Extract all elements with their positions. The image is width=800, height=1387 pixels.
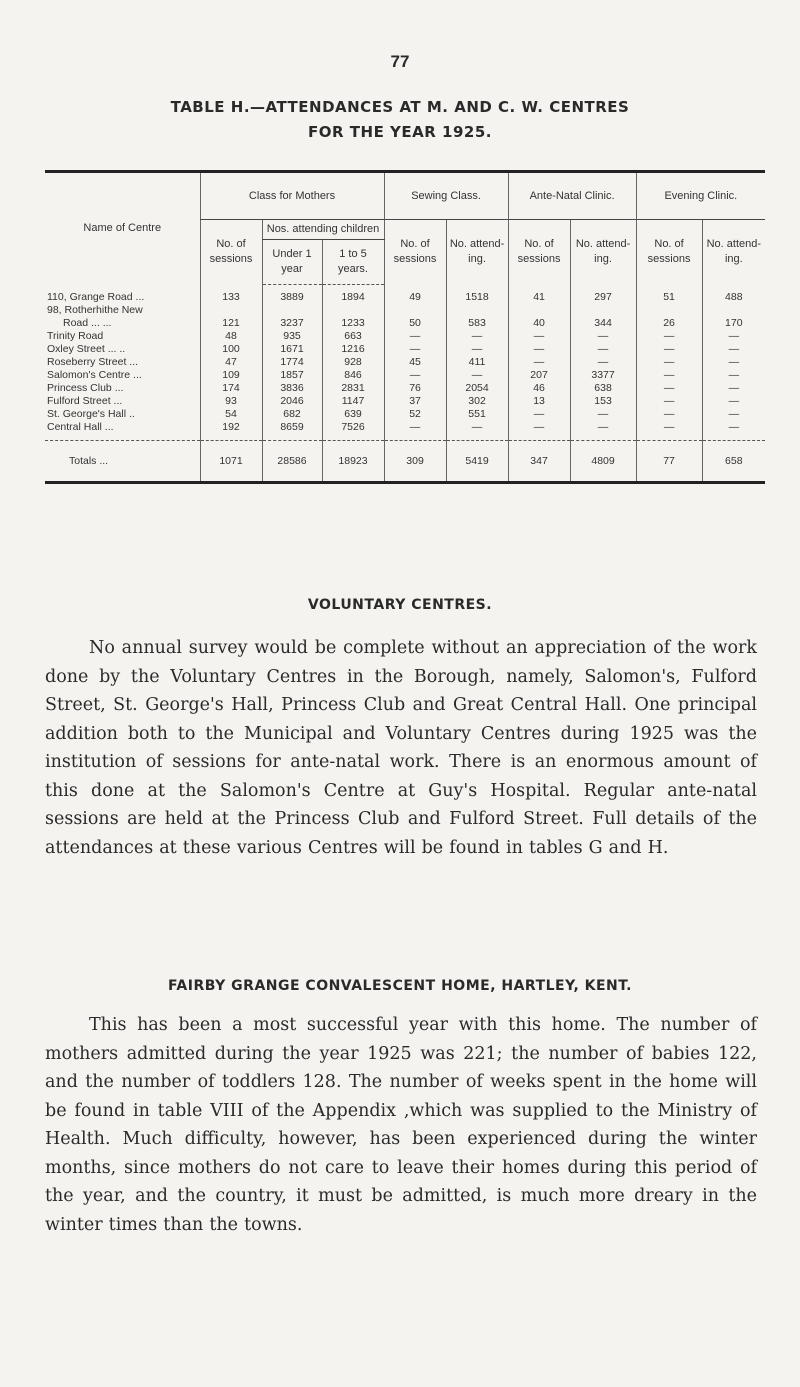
table-row [45,330,765,343]
cell-under1: 3836 [262,382,322,395]
table-row [45,382,765,395]
cell-one-to-5: 639 [322,408,384,421]
centre-name: Salomon's Centre ... [47,369,142,381]
table-title: TABLE H.—ATTENDANCES AT M. AND C. W. CENTRES [170,98,630,116]
cell-ev-attending: — [702,382,765,395]
cell-an-sessions: 40 [508,317,570,330]
cell-an-attending: 344 [570,317,636,330]
cell-ev-attending: — [702,330,765,343]
cell-ev-sessions [636,304,702,317]
cell-sew-attending: 302 [446,395,508,408]
centre-name: Fulford Street ... [47,395,123,407]
table-row [45,408,765,421]
cell-one-to-5: 1894 [322,285,384,305]
cell-under1: 682 [262,408,322,421]
cell-an-attending: — [570,356,636,369]
cell-cm-sessions: 54 [200,408,262,421]
cell-an-sessions: 347 [508,441,570,483]
cell-an-attending: — [570,421,636,441]
totals-row [45,441,765,483]
cell-sew-sessions: — [384,343,446,356]
cell-an-sessions: — [508,330,570,343]
cell-an-attending: 153 [570,395,636,408]
cell-an-sessions: — [508,421,570,441]
cell-under1: 8659 [262,421,322,441]
header-evening-clinic: Evening Clinic. [636,172,765,220]
cell-an-attending: — [570,408,636,421]
header-an-sessions: No. of sessions [508,220,570,285]
cell-an-sessions: — [508,408,570,421]
cell-cm-sessions: 192 [200,421,262,441]
cell-sew-attending: 551 [446,408,508,421]
cell-ev-attending: 658 [702,441,765,483]
header-an-attending: No. attend-ing. [570,220,636,285]
cell-an-attending: — [570,343,636,356]
header-cm-sessions: No. of sessions [200,220,262,285]
cell-sew-attending: 5419 [446,441,508,483]
cell-under1: 935 [262,330,322,343]
cell-sew-attending: — [446,421,508,441]
cell-an-sessions: — [508,343,570,356]
cell-cm-sessions: 1071 [200,441,262,483]
cell-an-attending: 4809 [570,441,636,483]
cell-ev-sessions: — [636,343,702,356]
centre-name: Central Hall ... [47,421,114,433]
cell-an-attending: 638 [570,382,636,395]
cell-sew-attending: 411 [446,356,508,369]
cell-under1: 2046 [262,395,322,408]
cell-one-to-5: 1216 [322,343,384,356]
cell-under1 [262,304,322,317]
cell-sew-attending: — [446,330,508,343]
header-ante-natal-clinic: Ante-Natal Clinic. [508,172,636,220]
header-nos-attending-children: Nos. attending children [262,220,384,240]
cell-ev-attending: 170 [702,317,765,330]
header-sew-attending: No. attend-ing. [446,220,508,285]
cell-under1: 1774 [262,356,322,369]
table-row [45,395,765,408]
cell-ev-attending: — [702,356,765,369]
cell-an-sessions: 13 [508,395,570,408]
table-row [45,285,765,305]
cell-one-to-5: 18923 [322,441,384,483]
cell-one-to-5 [322,304,384,317]
centre-name: Totals ... [45,441,200,483]
table-row [45,356,765,369]
table-row [45,343,765,356]
fairby-grange-paragraph: This has been a most successful year with this home. The number of mothers admitted during the year 1925 was 221; the number of babies 122, and the number of toddlers 128. The number of weeks spent in the home will be found in table VIII of the Appendix ,which was supplied to the Ministry of Health. Much difficulty, however, has been experienced during the winter months, since mothers do not care to leave their homes during this period of the year, and the country, it must be admitted, is much more dreary in the winter times than the towns. [45,1015,757,1235]
cell-sew-attending [446,304,508,317]
cell-sew-attending: 2054 [446,382,508,395]
centre-name: Roseberry Street ... [47,356,139,368]
cell-ev-sessions: — [636,395,702,408]
header-name-of-centre: Name of Centre [83,222,162,235]
table-row [45,369,765,382]
header-sewing-class: Sewing Class. [384,172,508,220]
cell-under1: 1671 [262,343,322,356]
cell-cm-sessions: 100 [200,343,262,356]
centre-name: 110, Grange Road ... [47,290,145,303]
cell-an-attending: — [570,330,636,343]
cell-under1: 3237 [262,317,322,330]
attendance-table [45,170,765,484]
cell-sew-sessions: 50 [384,317,446,330]
header-class-for-mothers: Class for Mothers [200,172,384,220]
cell-sew-sessions: 309 [384,441,446,483]
centre-name: Princess Club ... [47,382,124,394]
page-number: 77 [390,52,410,71]
table-body [45,285,765,483]
table-subtitle: FOR THE YEAR 1925. [308,123,492,141]
cell-ev-sessions: — [636,408,702,421]
cell-sew-sessions: — [384,330,446,343]
cell-an-attending: 3377 [570,369,636,382]
cell-sew-attending: — [446,369,508,382]
cell-one-to-5: 846 [322,369,384,382]
cell-an-attending: 297 [570,285,636,305]
header-under-1-year: Under 1 year [262,240,322,285]
cell-under1: 1857 [262,369,322,382]
cell-sew-sessions: 52 [384,408,446,421]
cell-cm-sessions: 109 [200,369,262,382]
cell-ev-attending: — [702,421,765,441]
cell-ev-sessions: 51 [636,285,702,305]
cell-an-sessions: 207 [508,369,570,382]
cell-ev-sessions: — [636,330,702,343]
cell-cm-sessions [200,304,262,317]
cell-cm-sessions: 174 [200,382,262,395]
cell-under1: 3889 [262,285,322,305]
cell-ev-sessions: — [636,356,702,369]
cell-ev-sessions: 77 [636,441,702,483]
header-sew-sessions: No. of sessions [384,220,446,285]
cell-cm-sessions: 47 [200,356,262,369]
cell-ev-sessions: — [636,421,702,441]
header-1-to-5-years: 1 to 5 years. [322,240,384,285]
cell-cm-sessions: 133 [200,285,262,305]
cell-ev-attending: — [702,408,765,421]
cell-ev-sessions: — [636,382,702,395]
table-row [45,317,765,330]
cell-ev-sessions: — [636,369,702,382]
cell-cm-sessions: 121 [200,317,262,330]
cell-one-to-5: 663 [322,330,384,343]
cell-one-to-5: 2831 [322,382,384,395]
table-row [45,304,765,317]
cell-an-sessions: 46 [508,382,570,395]
cell-one-to-5: 1147 [322,395,384,408]
cell-one-to-5: 928 [322,356,384,369]
cell-cm-sessions: 48 [200,330,262,343]
cell-sew-attending: 583 [446,317,508,330]
cell-sew-sessions: — [384,421,446,441]
cell-ev-attending: — [702,369,765,382]
voluntary-centres-heading: VOLUNTARY CENTRES. [307,597,493,613]
cell-an-sessions: 41 [508,285,570,305]
cell-an-attending [570,304,636,317]
centre-name: Oxley Street ... .. [47,343,126,355]
cell-sew-attending: 1518 [446,285,508,305]
cell-one-to-5: 1233 [322,317,384,330]
voluntary-centres-paragraph: No annual survey would be complete without an appreciation of the work done by the Voluntary Centres in the Borough, namely, Salomon's, Fulford Street, St. George's Hall, Princess Club and Great Central Hall. One principal addition both to the Municipal and Voluntary Centres during 1925 was the institution of sessions for ante-natal work. There is an enormous amount of this done at the Salomon's Centre at Guy's Hospital. Regular ante-natal sessions are held at the Princess Club and Fulford Street. Full details of the attendances at these various Centres will be found in tables G and H. [45,638,757,858]
centre-name: 98, Rotherhithe New [47,304,143,316]
table-row [45,421,765,441]
cell-under1: 28586 [262,441,322,483]
cell-sew-sessions: — [384,369,446,382]
cell-ev-attending: 488 [702,285,765,305]
cell-sew-attending: — [446,343,508,356]
cell-sew-sessions: 37 [384,395,446,408]
header-ev-attending: No. attend-ing. [702,220,765,285]
centre-name: Road ... ... [63,317,112,329]
cell-an-sessions: — [508,356,570,369]
cell-ev-attending: — [702,395,765,408]
fairby-grange-heading: FAIRBY GRANGE CONVALESCENT HOME, HARTLEY, KENT. [167,978,633,994]
cell-sew-sessions [384,304,446,317]
cell-ev-sessions: 26 [636,317,702,330]
centre-name: Trinity Road [47,330,104,342]
centre-name: St. George's Hall .. [47,408,135,420]
header-ev-sessions: No. of sessions [636,220,702,285]
cell-ev-attending [702,304,765,317]
cell-an-sessions [508,304,570,317]
cell-sew-sessions: 76 [384,382,446,395]
cell-ev-attending: — [702,343,765,356]
cell-sew-sessions: 45 [384,356,446,369]
cell-sew-sessions: 49 [384,285,446,305]
cell-one-to-5: 7526 [322,421,384,441]
cell-cm-sessions: 93 [200,395,262,408]
